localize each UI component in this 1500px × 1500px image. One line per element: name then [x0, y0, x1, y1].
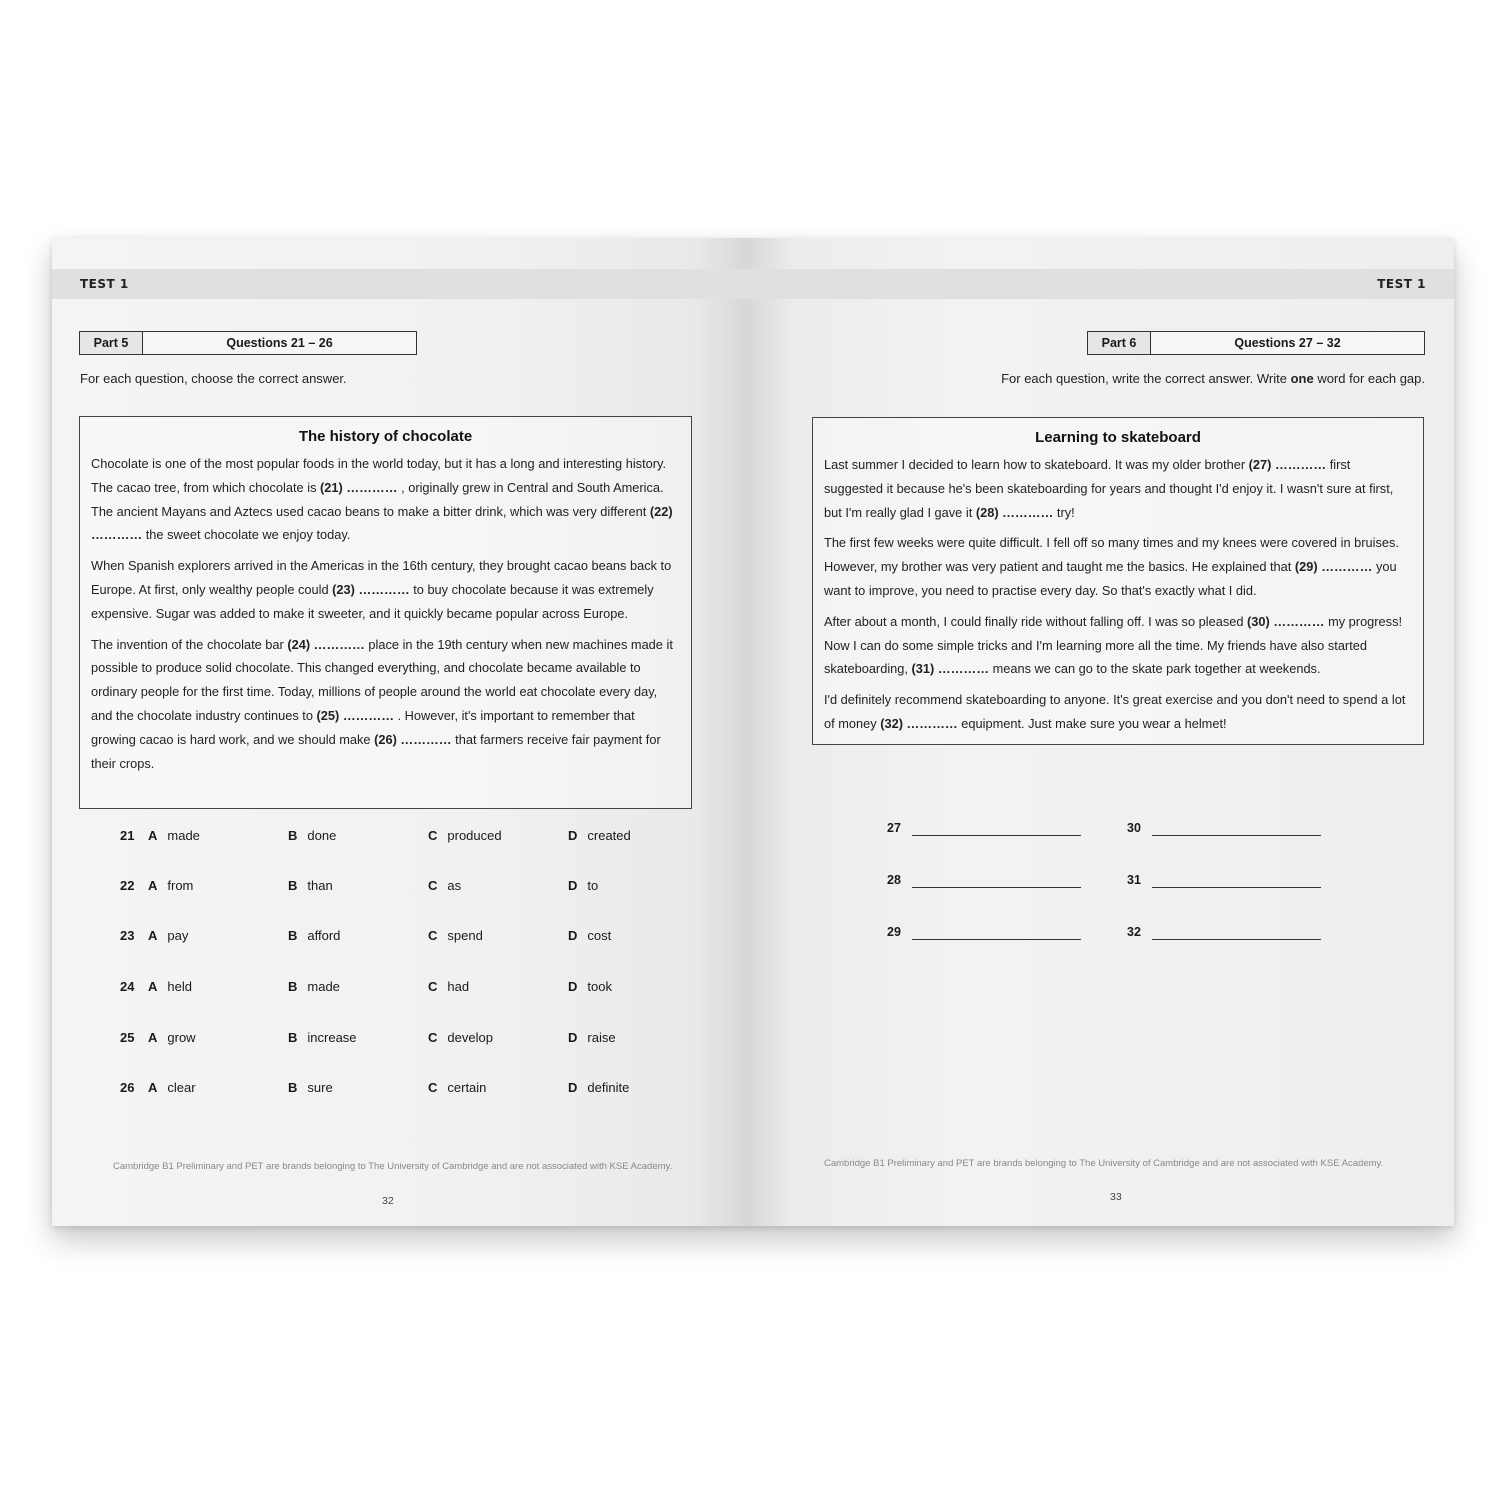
- page-number: 33: [1110, 1191, 1122, 1203]
- page-number: 32: [382, 1195, 394, 1207]
- gap-28: (28) …………: [975, 504, 1054, 520]
- answer-line-31[interactable]: 31: [1127, 873, 1141, 887]
- paragraph: Chocolate is one of the most popular foods in the world today, but it has a long and interesting history. The cacao tree, from which chocolate is (21) ………… , originally grew in Central and South America. The ancient Mayans and Aztecs used cacao beans to make a bitter drink, which was very different (22) ………… the sweet chocolate we enjoy today.: [91, 456, 673, 543]
- footer-note: Cambridge B1 Preliminary and PET are brands belonging to The University of Cambridge and are not associated with KSE Academy.: [113, 1161, 673, 1172]
- questions-label: Questions 21 – 26: [226, 336, 333, 350]
- test-label: TEST 1: [80, 277, 129, 291]
- option-row-4: [120, 1030, 680, 1050]
- test-label: TEST 1: [1377, 277, 1426, 291]
- option-b[interactable]: B sure: [288, 1080, 333, 1095]
- answer-line-29[interactable]: 29: [887, 925, 901, 939]
- gap-24: (24) …………: [287, 636, 365, 652]
- option-c[interactable]: C spend: [428, 928, 483, 943]
- option-b[interactable]: B made: [288, 979, 340, 994]
- answer-line-32[interactable]: 32: [1127, 925, 1141, 939]
- paragraph: After about a month, I could finally ride without falling off. I was so pleased (30) ………… my progress! Now I can do some simple tricks and I'm learning more all the time. My friends have also started skateboarding, (31) ………… means we can go to the skate park together at weekends.: [824, 613, 1403, 677]
- gap-30: (30) …………: [1247, 613, 1325, 629]
- part-label: Part 6: [1088, 332, 1151, 354]
- option-d[interactable]: D to: [568, 878, 599, 893]
- option-c[interactable]: C had: [428, 979, 470, 994]
- reading-text-box: [812, 417, 1424, 745]
- paragraph: When Spanish explorers arrived in the Americas in the 16th century, they brought cacao beans back to Europe. At first, only wealthy people could (23) ………… to buy chocolate because it was extremely expensive. Sugar was added to make it sweeter, and it quickly became popular across Europe.: [91, 558, 672, 621]
- option-d[interactable]: D cost: [568, 928, 612, 943]
- option-d[interactable]: D raise: [568, 1030, 616, 1045]
- gap-31: (31) …………: [911, 661, 990, 677]
- text-title: The history of chocolate: [298, 428, 473, 445]
- option-b[interactable]: B afford: [288, 928, 341, 943]
- option-b[interactable]: B than: [288, 878, 333, 893]
- question-number: 25: [120, 1030, 135, 1045]
- option-d[interactable]: D created: [568, 828, 631, 843]
- option-b[interactable]: B increase: [288, 1030, 357, 1045]
- option-b[interactable]: B done: [288, 828, 337, 843]
- reading-text-box: [79, 416, 692, 809]
- option-c[interactable]: C as: [428, 878, 462, 893]
- right-page: [751, 238, 1454, 1226]
- question-number: 22: [120, 878, 135, 893]
- part-header: [79, 331, 417, 355]
- option-a[interactable]: A clear: [148, 1080, 196, 1095]
- option-c[interactable]: C develop: [428, 1030, 493, 1045]
- paragraph: I'd definitely recommend skateboarding to anyone. It's great exercise and you don't need to spend a lot of money (32) ………… equipment. Just make sure you wear a helmet!: [824, 692, 1406, 731]
- gap-22: (22) …………: [91, 503, 673, 543]
- gap-23: (23) …………: [332, 581, 410, 597]
- option-d[interactable]: D took: [568, 979, 612, 994]
- left-page: [52, 238, 751, 1226]
- gap-21: (21) …………: [320, 479, 398, 495]
- gap-29: (29) …………: [1294, 559, 1373, 575]
- gap-26: (26) …………: [374, 731, 452, 747]
- option-a[interactable]: A pay: [148, 928, 189, 943]
- answer-line-27[interactable]: 27: [887, 821, 901, 835]
- questions-label: Questions 27 – 32: [1234, 336, 1341, 350]
- option-a[interactable]: A made: [148, 828, 200, 843]
- option-row-3: [120, 979, 680, 999]
- header-band: [52, 269, 751, 299]
- option-a[interactable]: A from: [148, 878, 194, 893]
- paragraph: The first few weeks were quite difficult. I fell off so many times and my knees were covered in bruises. However, my brother was very patient and taught me the basics. He explained that (29) ………… you want to improve, you need to practise every day. So that's exactly what I did.: [824, 535, 1399, 598]
- option-row-1: [120, 878, 680, 898]
- answer-line-28[interactable]: 28: [887, 873, 901, 887]
- question-number: 24: [120, 979, 135, 994]
- answer-line-30[interactable]: 30: [1127, 821, 1141, 835]
- question-number: 21: [120, 828, 135, 843]
- footer-note: Cambridge B1 Preliminary and PET are brands belonging to The University of Cambridge and are not associated with KSE Academy.: [824, 1158, 1384, 1169]
- option-a[interactable]: A held: [148, 979, 192, 994]
- option-c[interactable]: C certain: [428, 1080, 487, 1095]
- gap-25: (25) …………: [316, 707, 395, 723]
- text-title: Learning to skateboard: [1035, 429, 1201, 446]
- option-d[interactable]: D definite: [568, 1080, 630, 1095]
- part-label: Part 5: [80, 332, 143, 354]
- part-header: [1087, 331, 1425, 355]
- option-a[interactable]: A grow: [148, 1030, 196, 1045]
- instruction: For each question, write the correct answer. Write one word for each gap.: [1001, 371, 1425, 386]
- option-row-2: [120, 928, 680, 948]
- instruction: For each question, choose the correct answer.: [80, 371, 347, 386]
- option-row-5: [120, 1080, 680, 1100]
- option-row-0: [120, 828, 680, 848]
- question-number: 23: [120, 928, 135, 943]
- gap-27: (27) …………: [1248, 457, 1327, 472]
- option-c[interactable]: C produced: [428, 828, 502, 843]
- question-number: 26: [120, 1080, 135, 1095]
- header-band: [751, 269, 1454, 299]
- paragraph: Last summer I decided to learn how to skateboard. It was my older brother (27) ………… first suggested it because he's been skateboarding for years and thought I'd enjoy it. I wasn't sure at first, but I'm really glad I gave it (28) ………… try!: [824, 457, 1394, 520]
- booklet-spread: [52, 238, 1454, 1226]
- gap-32: (32) …………: [880, 715, 958, 731]
- paragraph: The invention of the chocolate bar (24) ………… place in the 19th century when new machines made it possible to produce solid chocolate. This changed everything, and chocolate became available to ordinary people for the first time. Today, millions of people around the world eat chocolate every day, and the chocolate industry continues to (25) ………… . However, it's important to remember that growing cacao is hard work, and we should make (26) ………… that farmers receive fair payment for their crops.: [91, 636, 673, 771]
